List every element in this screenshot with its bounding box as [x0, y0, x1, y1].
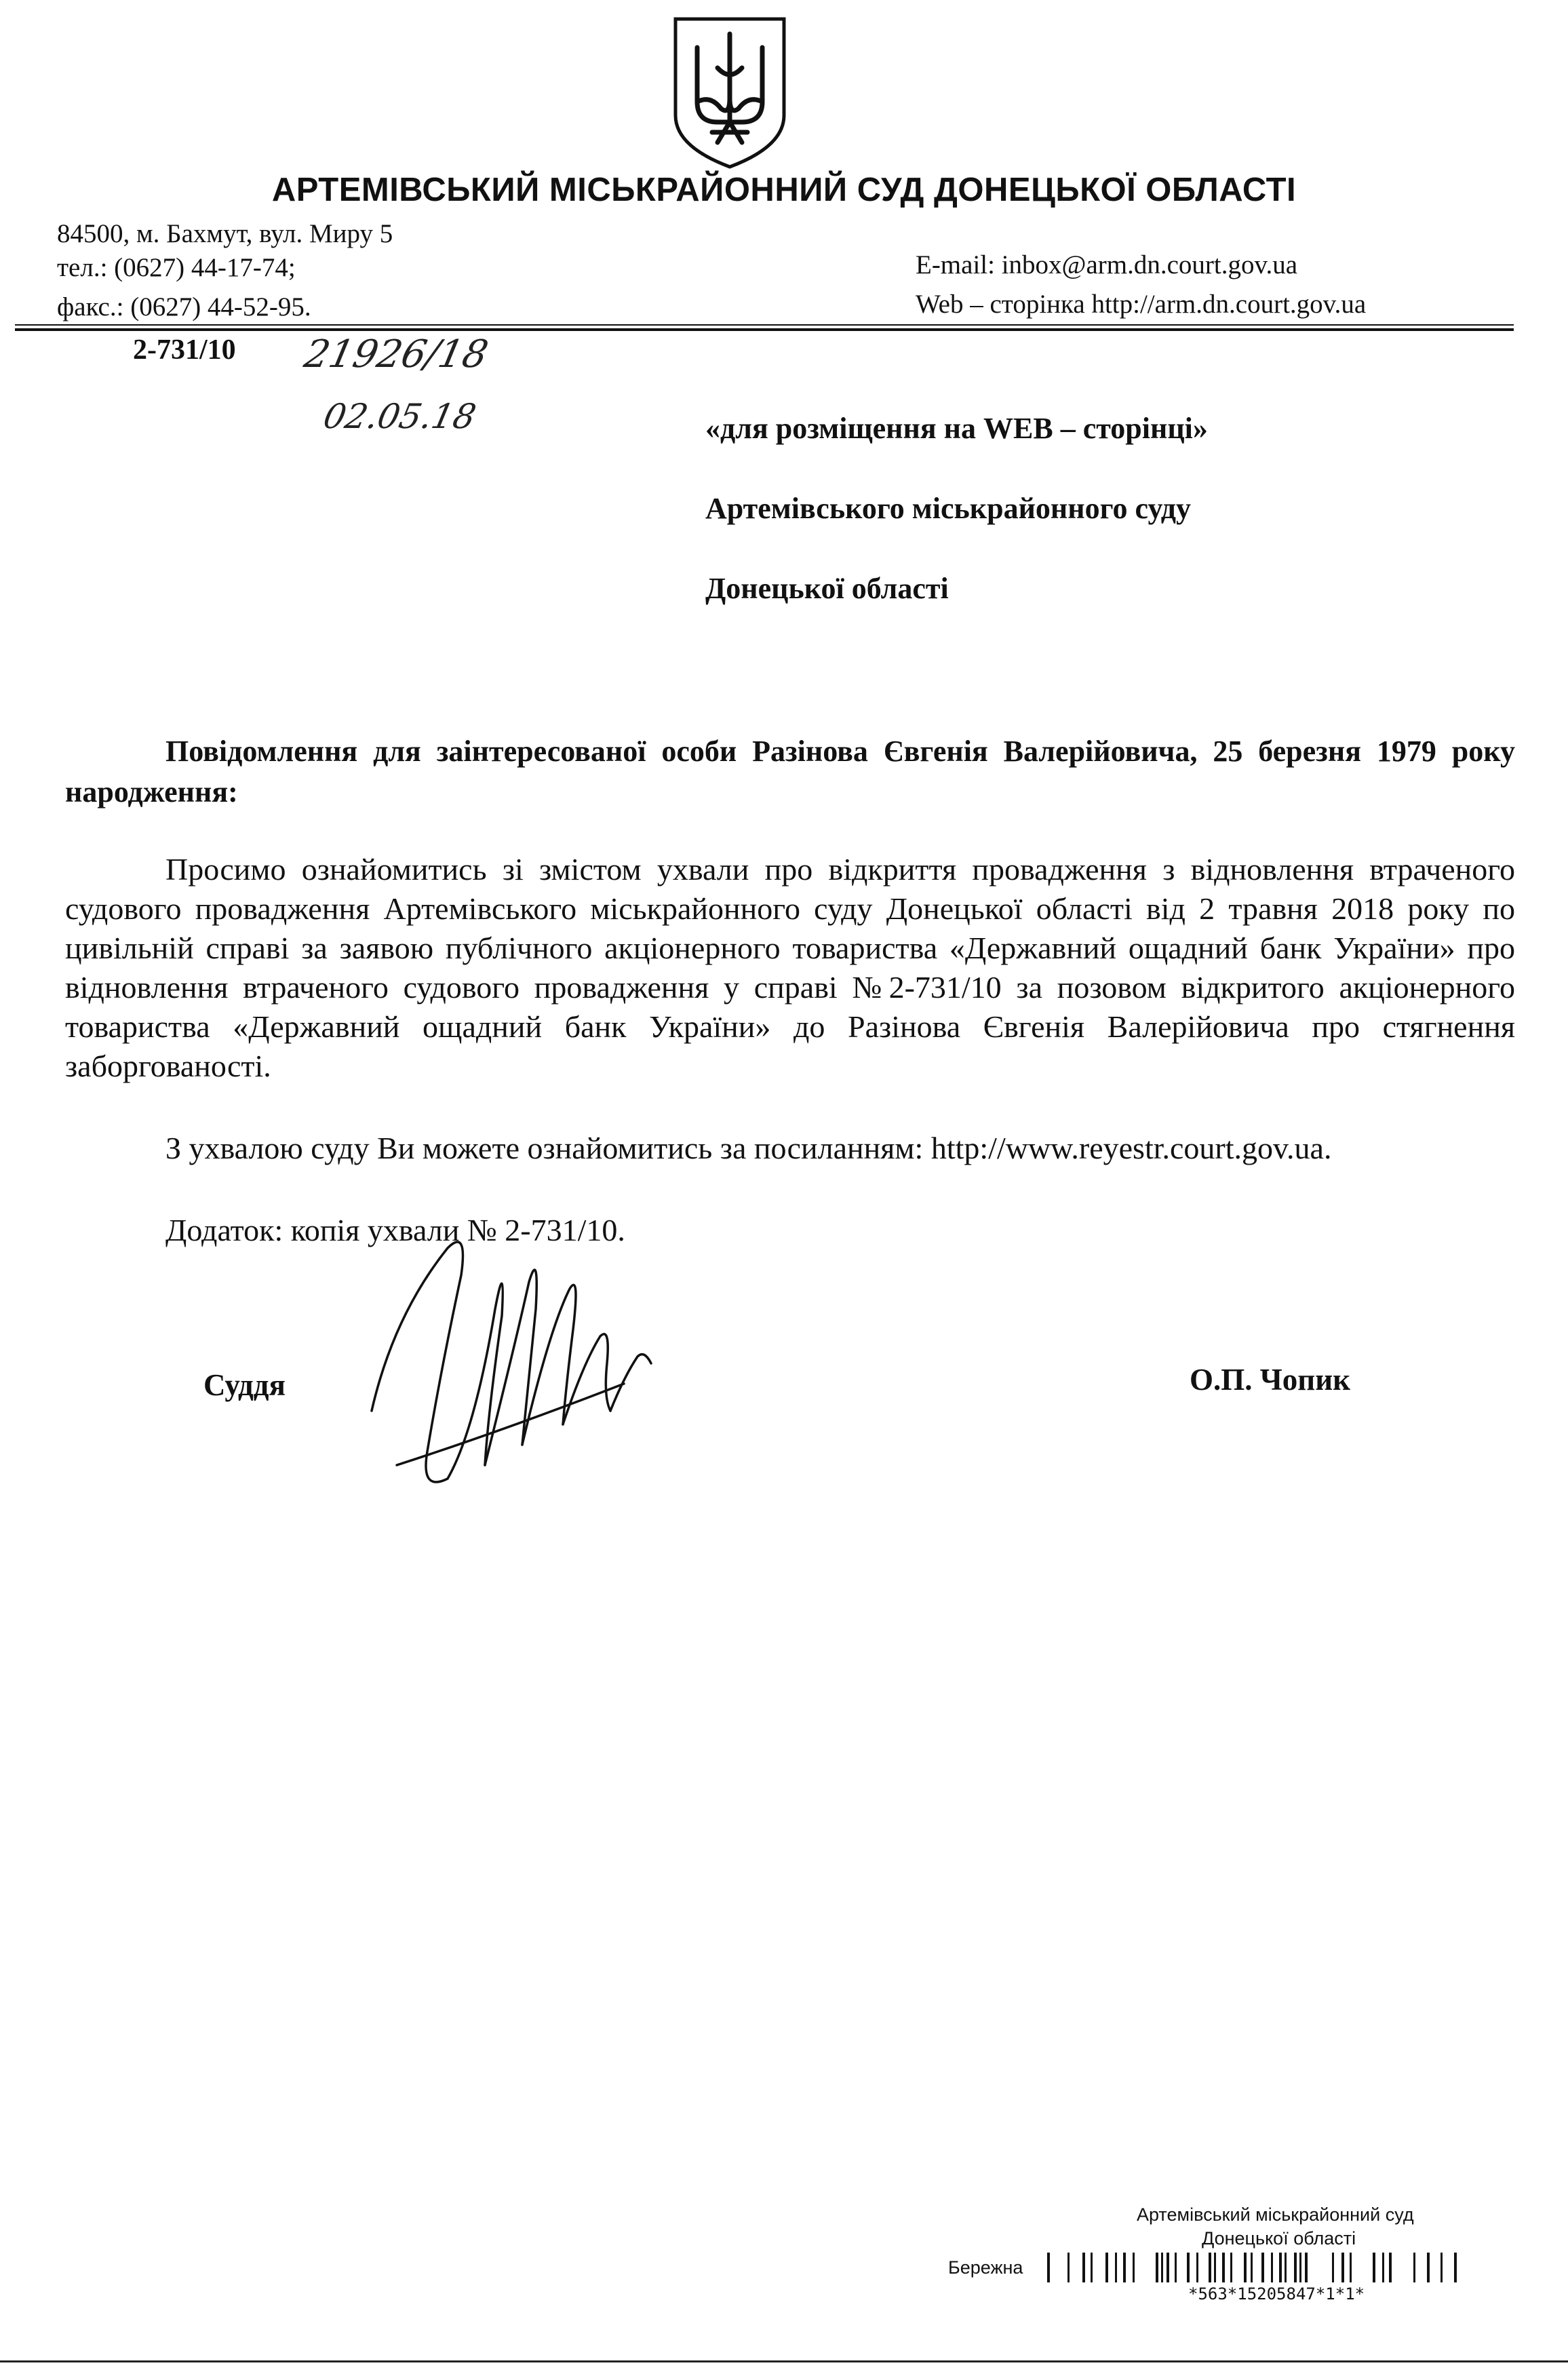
- judge-signature-scribble: [366, 1207, 671, 1506]
- stamp-court-line-1: Артемівський міськрайонний суд: [1137, 2204, 1414, 2225]
- court-website: Web – сторінка http://arm.dn.court.gov.ua: [916, 290, 1367, 319]
- document-barcode: [1047, 2249, 1535, 2287]
- stamp-court-line-2: Донецької області: [1202, 2228, 1356, 2249]
- handwritten-registration-date: 02.05.18: [319, 397, 479, 436]
- handwritten-registration-number: 21926/18: [300, 332, 492, 376]
- header-divider-thick: [15, 328, 1514, 331]
- recipient-line-2: Артемівського міськрайонного суду: [705, 492, 1191, 525]
- page-bottom-edge: [0, 2360, 1568, 2362]
- court-name-heading: АРТЕМІВСЬКИЙ МІСЬКРАЙОННИЙ СУД ДОНЕЦЬКОЇ ОБЛАСТІ: [271, 172, 1297, 208]
- recipient-line-3: Донецької області: [705, 572, 949, 605]
- court-email: E-mail: inbox@arm.dn.court.gov.ua: [916, 250, 1298, 279]
- case-number: 2-731/10: [133, 334, 236, 366]
- signature-role: Суддя: [203, 1368, 286, 1402]
- judge-name: О.П. Чопик: [1190, 1363, 1351, 1397]
- attachment-line: Додаток: копія ухвали № 2-731/10.: [165, 1213, 625, 1247]
- court-fax: факс.: (0627) 44-52-95.: [57, 292, 311, 322]
- notice-heading: Повідомлення для заінтересованої особи Разінова Євгенія Валерійовича, 25 березня 1979 року народження:: [65, 735, 1515, 809]
- notice-paragraph: Просимо ознайомитись зі змістом ухвали про відкриття провадження з відновлення втраченого судового провадження Артемівського міськрайонного суду Донецької області від 2 травня 2018 року по цивільній справі за заявою публічного акціонерного товариства «Державний ощадний банк України» про відновлення втраченого судового провадження у справі №2-731/10 за позовом відкритого акціонерного товариства «Державний ощадний банк України» до Разінова Євгенія Валерійовича про стягнення заборгованості.: [65, 852, 1515, 1083]
- court-phone: тел.: (0627) 44-17-74;: [57, 253, 296, 282]
- registry-link-line: З ухвалою суду Ви можете ознайомитись за посиланням: http://www.reyestr.court.gov.ua.: [165, 1131, 1332, 1165]
- recipient-line-1: «для розміщення на WEB – сторінці»: [705, 412, 1208, 445]
- barcode-number: *563*15205847*1*1*: [1188, 2284, 1365, 2303]
- stamp-clerk-name: Бережна: [948, 2257, 1023, 2278]
- court-address: 84500, м. Бахмут, вул. Миру 5: [57, 219, 393, 248]
- header-divider-thin: [15, 324, 1514, 326]
- tryzub-emblem-icon: [670, 14, 789, 171]
